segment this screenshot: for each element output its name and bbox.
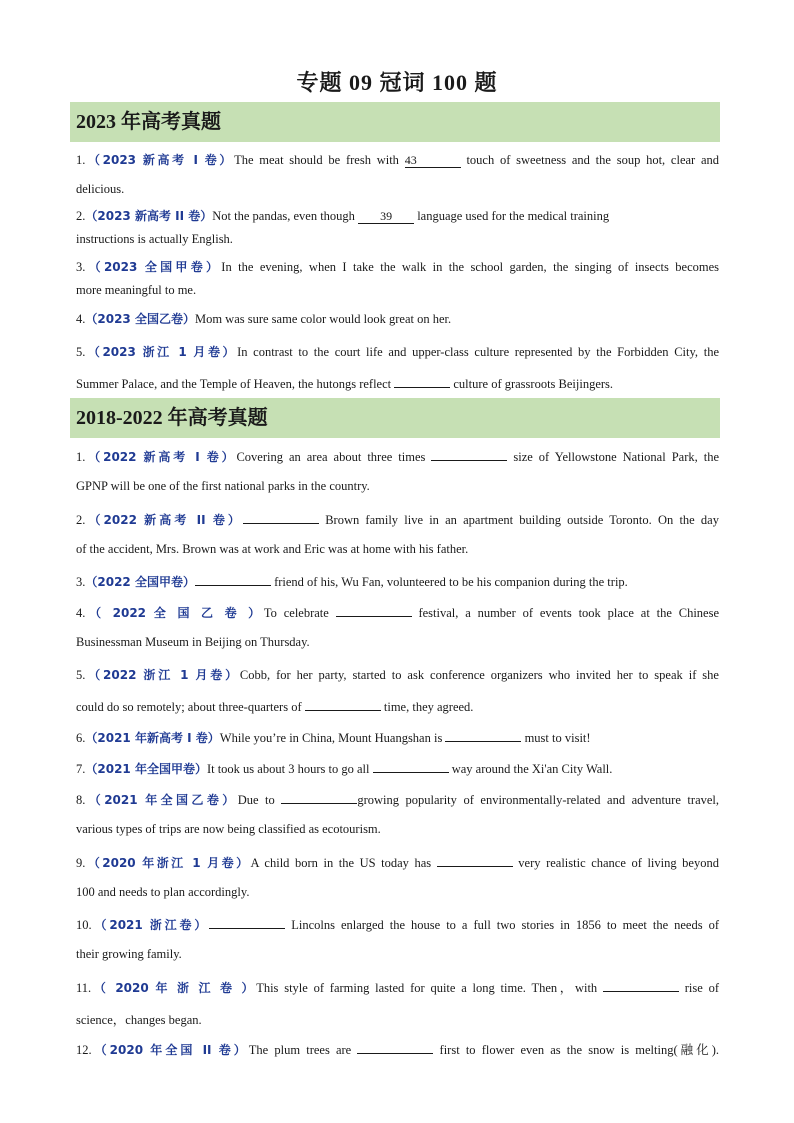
answer-blank: 43 — [405, 154, 461, 168]
question-2022-2: 2.（2022 新高考 II 卷） Brown family live in an apartment building outside Toronto. On the day of the accident, Mrs. Brown was at work and Eric was at home with his father. — [76, 510, 719, 557]
question-2022-5: 5.（2022 浙江 1 月卷）Cobb, for her party, started to ask conference organizers who invited her to speak if she could do so remotely; about three-quarters of time, they agreed. — [76, 668, 719, 714]
question-2023-4: 4.（2023 全国乙卷）Mom was sure same color would look great on her. — [76, 312, 452, 326]
answer-blank — [431, 447, 507, 461]
answer-blank — [357, 1040, 433, 1054]
question-2022-4: 4.（ 2022 全 国 乙 卷 ）To celebrate festival, a number of events took place at the Chinese Businessman Museum in Beijing on Thursday. — [76, 603, 719, 650]
question-2022-1: 1.（2022 新高考 I 卷）Covering an area about three times size of Yellowstone National Park, the GPNP will be one of the first national parks in the country. — [76, 447, 719, 494]
answer-blank — [445, 728, 521, 742]
answer-blank — [243, 510, 319, 524]
question-2023-3: 3.（2023 全国甲卷）In the evening, when I take the walk in the school garden, the singing of insects becomes more meaningful to me. — [76, 260, 719, 297]
question-2020-11: 11.（ 2020 年 浙 江 卷 ）This style of farming lasted for quite a long time. Then，with rise of science，changes began. — [76, 978, 719, 1028]
question-2021-8: 8.（2021 年全国乙卷）Due to growing popularity of environmentally-related and adventure travel, various types of trips are now being classified as ecotourism. — [76, 790, 719, 837]
section-heading-2023: 2023 年高考真题 — [70, 102, 720, 142]
question-2020-12: 12.（2020 年全国 II 卷）The plum trees are first to flower even as the snow is melting(融化). — [76, 1040, 719, 1058]
answer-blank — [305, 697, 381, 711]
question-2021-6: 6.（2021 年新高考 I 卷）While you’re in China, Mount Huangshan is must to visit! — [76, 728, 719, 746]
answer-blank — [195, 572, 271, 586]
answer-blank — [336, 603, 412, 617]
answer-blank — [394, 374, 450, 388]
answer-blank — [373, 759, 449, 773]
answer-blank — [281, 790, 357, 804]
answer-blank: 39 — [358, 210, 414, 224]
question-2022-3: 3.（2022 全国甲卷） friend of his, Wu Fan, volunteered to be his companion during the trip. — [76, 572, 719, 590]
question-2023-2: 2.（2023 新高考 II 卷）Not the pandas, even though 39 language used for the medical training instructions is actually English. — [76, 209, 610, 246]
question-2023-1: 1.（2023 新高考 I 卷）The meat should be fresh with 43 touch of sweetness and the soup hot, clear and delicious. — [76, 153, 720, 196]
page-title: 专题 09 冠词 100 题 — [296, 70, 498, 95]
question-2021-10: 10.（2021 浙江卷） Lincolns enlarged the house to a full two stories in 1856 to meet the needs of their growing family. — [76, 915, 719, 962]
question-2023-5: 5.（2023 浙江 1 月卷）In contrast to the court life and upper-class culture represented by the Forbidden City, the Summer Palace, and the Temple of Heaven, the hutongs reflect culture of grassroots Beijingers. — [76, 345, 719, 391]
question-2020-9: 9.（2020 年浙江 1 月卷）A child born in the US today has very realistic chance of living beyond 100 and needs to plan accordingly. — [76, 853, 719, 900]
answer-blank — [209, 915, 285, 929]
answer-blank — [437, 853, 513, 867]
answer-blank — [603, 978, 679, 992]
question-2021-7: 7.（2021 年全国甲卷）It took us about 3 hours to go all way around the Xi'an City Wall. — [76, 759, 719, 777]
section-heading-2018-2022: 2018-2022 年高考真题 — [70, 398, 720, 438]
